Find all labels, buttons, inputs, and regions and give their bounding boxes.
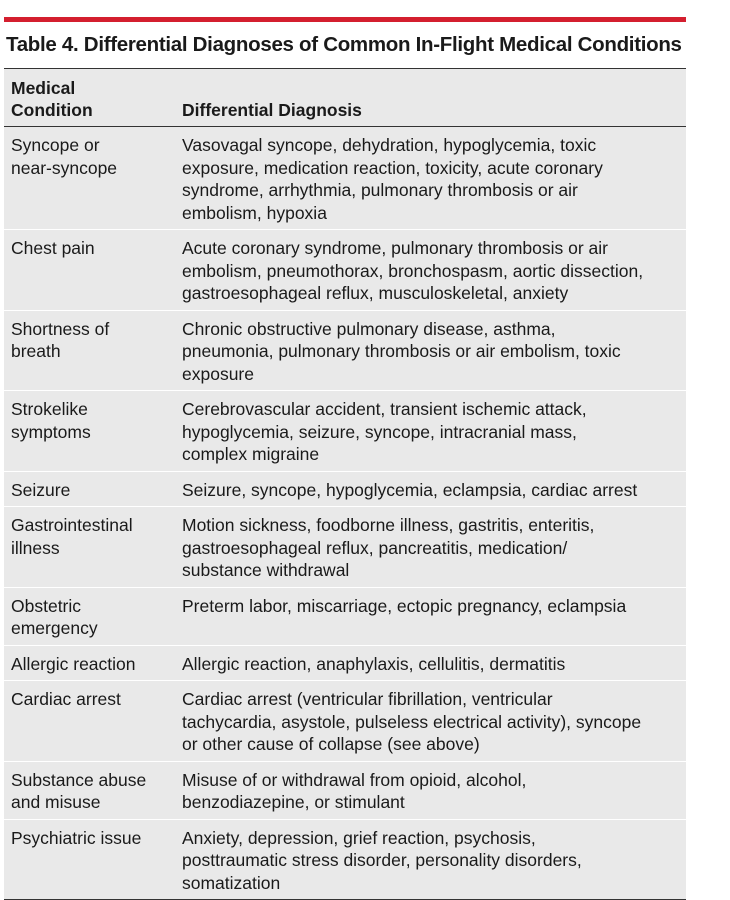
diagnosis-text-line: or other cause of collapse (see above) [182,734,480,754]
diagnosis-cell [174,471,686,507]
condition-cell [4,819,174,899]
diagnosis-text-line: syndrome, arrhythmia, pulmonary thrombosis or air [182,180,578,200]
diagnosis-cell [174,507,686,588]
diagnosis-text-line: Seizure, syncope, hypoglycemia, eclampsia, cardiac arrest [182,479,638,500]
condition-text-line: Substance abuse [11,769,147,790]
condition-text-line: Obstetric [11,595,82,616]
diagnosis-text-line: gastroesophageal reflux, musculoskeletal, anxiety [182,283,569,303]
table-row [4,645,686,681]
diagnosis-text-line: embolism, hypoxia [182,202,327,223]
diagnosis-cell [174,819,686,899]
condition-cell [4,587,174,645]
diagnosis-text-line: benzodiazepine, or stimulant [182,792,405,812]
table-row [4,127,686,230]
column-header-diagnosis: Differential Diagnosis [174,69,686,127]
diagnosis-cell [174,127,686,230]
diagnosis-cell [174,681,686,762]
condition-cell [4,471,174,507]
condition-cell [4,230,174,311]
diagnosis-text-line: Anxiety, depression, grief reaction, psychosis, [182,827,536,848]
diagnosis-cell [174,310,686,391]
diagnosis-text-line: pneumonia, pulmonary thrombosis or air embolism, toxic [182,341,621,361]
condition-text-line: emergency [11,618,98,638]
diagnosis-text-line: Allergic reaction, anaphylaxis, cellulitis, dermatitis [182,653,566,674]
diagnosis-text-line: exposure, medication reaction, toxicity, acute coronary [182,157,603,178]
column-header-condition-line1: Medical [11,78,76,98]
diagnosis-text-line: tachycardia, asystole, pulseless electrical activity), syncope [182,711,642,732]
diagnosis-text-line: complex migraine [182,444,320,464]
header-row [4,69,686,127]
condition-text-line: illness [11,537,60,558]
table-row [4,471,686,507]
condition-cell [4,391,174,472]
table-panel [4,69,686,900]
table-title: Table 4. Differential Diagnoses of Common In-Flight Medical Conditions [4,22,686,69]
table-row [4,391,686,472]
condition-text-line: Chest pain [11,238,95,258]
condition-cell [4,507,174,588]
condition-cell [4,645,174,681]
table-row [4,587,686,645]
condition-cell [4,127,174,230]
diagnosis-text-line: hypoglycemia, seizure, syncope, intracranial mass, [182,421,577,442]
diagnosis-cell [174,761,686,819]
condition-text-line: Shortness of [11,318,110,339]
column-header-condition [4,69,174,127]
diagnosis-cell [174,645,686,681]
condition-text-line: Seizure [11,479,71,500]
diagnosis-text-line: gastroesophageal reflux, pancreatitis, medication/ [182,537,568,558]
diagnosis-cell [174,391,686,472]
table-row [4,761,686,819]
diagnosis-text-line: posttraumatic stress disorder, personality disorders, [182,850,582,870]
diagnosis-text-line: Acute coronary syndrome, pulmonary thrombosis or air [182,238,609,258]
condition-text-line: Gastrointestinal [11,515,133,535]
table-body [4,127,686,900]
diagnosis-text-line: Cardiac arrest (ventricular fibrillation, ventricular [182,689,553,709]
diagnosis-text-line: Preterm labor, miscarriage, ectopic pregnancy, eclampsia [182,595,627,616]
condition-text-line: symptoms [11,421,91,442]
table-container [4,17,686,900]
diagnosis-text-line: Chronic obstructive pulmonary disease, asthma, [182,318,556,339]
table-row [4,310,686,391]
diagnosis-text-line: Vasovagal syncope, dehydration, hypoglycemia, toxic [182,135,597,155]
diagnosis-text-line: exposure [182,363,254,384]
condition-cell [4,681,174,762]
condition-text-line: and misuse [11,792,101,812]
condition-text-line: Strokelike [11,399,88,419]
diagnosis-cell [174,230,686,311]
differential-diagnoses-table [4,69,686,899]
condition-cell [4,310,174,391]
condition-text-line: Syncope or [11,135,100,155]
table-row [4,230,686,311]
diagnosis-text-line: substance withdrawal [182,560,350,580]
condition-cell [4,761,174,819]
condition-text-line: near-syncope [11,157,118,178]
table-row [4,681,686,762]
condition-text-line: Psychiatric issue [11,827,142,848]
condition-text-line: Allergic reaction [11,653,136,674]
diagnosis-text-line: embolism, pneumothorax, bronchospasm, aortic dissection, [182,260,644,281]
diagnosis-text-line: Cerebrovascular accident, transient ischemic attack, [182,399,587,419]
table-row [4,507,686,588]
diagnosis-text-line: Motion sickness, foodborne illness, gastritis, enteritis, [182,515,595,535]
diagnosis-text-line: somatization [182,872,281,893]
table-row [4,819,686,899]
column-header-condition-line2: Condition [11,100,93,120]
diagnosis-text-line: Misuse of or withdrawal from opioid, alcohol, [182,769,527,790]
condition-text-line: breath [11,341,61,361]
diagnosis-cell [174,587,686,645]
condition-text-line: Cardiac arrest [11,689,121,709]
